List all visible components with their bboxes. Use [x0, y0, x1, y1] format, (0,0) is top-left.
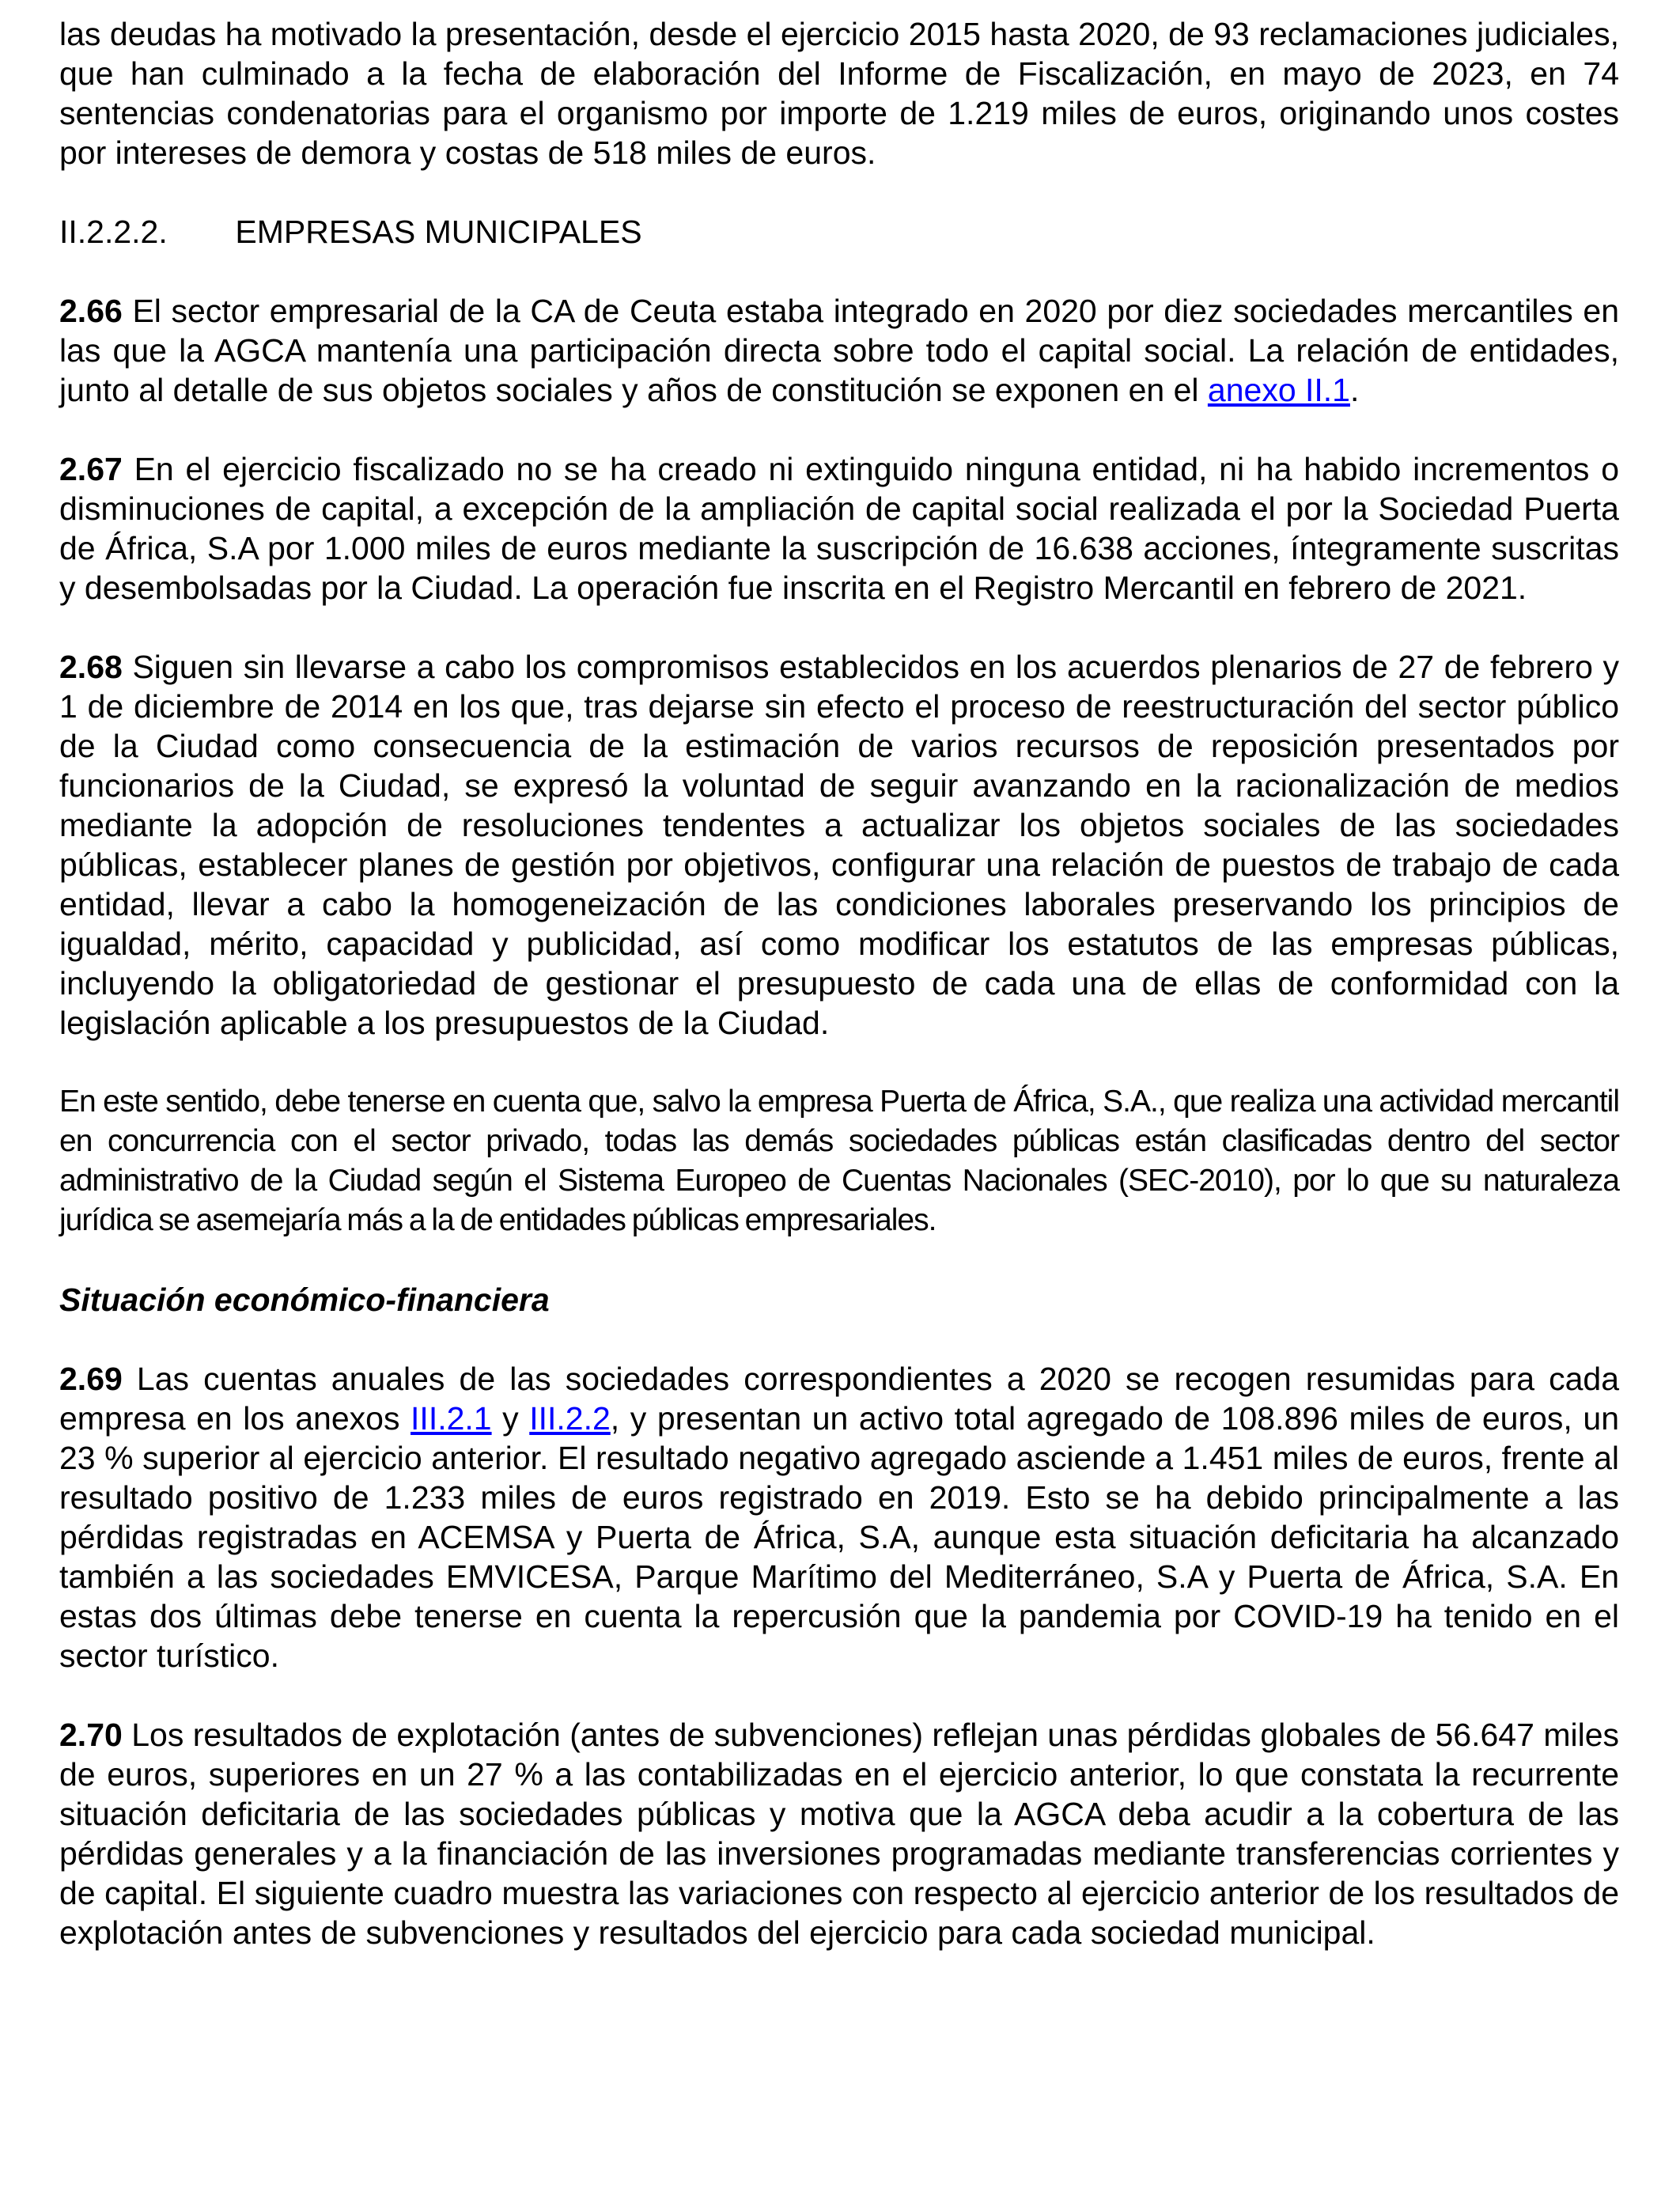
paragraph-intro	[59, 14, 1619, 172]
paragraph-2-68-text: Siguen sin llevarse a cabo los compromisos establecidos en los acuerdos plenarios de 27 de febrero y 1 de diciembre de 2014 en los que, tras dejarse sin efecto el proceso de reestructuración del sector público de la Ciudad como consecuencia de la estimación de varios recursos de reposición presentados por funcionarios de la Ciudad, se expresó la voluntad de seguir avanzando en la racionalización de medios mediante la adopción de resoluciones tendentes a actualizar los objetos sociales de las sociedades públicas, establecer planes de gestión por objetivos, configurar una relación de puestos de trabajo de cada entidad, llevar a cabo la homogeneización de las condiciones laborales preservando los principios de igualdad, mérito, capacidad y publicidad, así como modificar los estatutos de las empresas públicas, incluyendo la obligatoriedad de gestionar el presupuesto de cada una de ellas de conformidad con la legislación aplicable a los presupuestos de la Ciudad.	[59, 649, 1619, 1041]
link-anexo-II-1[interactable]: anexo II.1	[1207, 372, 1350, 408]
paragraph-2-70-text: Los resultados de explotación (antes de subvenciones) reflejan unas pérdidas globales de 56.647 miles de euros, superiores en un 27 % a las contabilizadas en el ejercicio anterior, lo que constata la recurrente situación deficitaria de las sociedades públicas y motiva que la AGCA deba acudir a la cobertura de las pérdidas generales y a la financiación de las inversiones programadas mediante transferencias corrientes y de capital. El siguiente cuadro muestra las variaciones con respecto al ejercicio anterior de los resultados de explotación antes de subvenciones y resultados del ejercicio para cada sociedad municipal.	[59, 1717, 1619, 1951]
link-anexo-III-2-2[interactable]: III.2.2	[529, 1400, 611, 1437]
paragraph-number-2-67: 2.67	[59, 451, 123, 487]
paragraph-number-2-69: 2.69	[59, 1361, 123, 1397]
paragraph-2-70	[59, 1715, 1619, 1952]
paragraph-number-2-70: 2.70	[59, 1717, 123, 1753]
subsection-heading-title: Situación económico-financiera	[59, 1282, 550, 1318]
paragraph-intro-text: las deudas ha motivado la presentación, desde el ejercicio 2015 hasta 2020, de 93 reclamaciones judiciales, que han culminado a la fecha de elaboración del Informe de Fiscalización, en mayo de 2023, en 74 sentencias condenatorias para el organismo por importe de 1.219 miles de euros, originando unos costes por intereses de demora y costas de 518 miles de euros.	[59, 16, 1619, 171]
section-heading	[59, 212, 1619, 252]
paragraph-2-69-text-2: y	[491, 1400, 530, 1437]
paragraph-en-este-sentido	[59, 1082, 1619, 1240]
paragraph-2-67	[59, 449, 1619, 608]
subsection-heading-situacion	[59, 1280, 1619, 1319]
paragraph-2-69	[59, 1359, 1619, 1675]
paragraph-2-66-text-end: .	[1349, 372, 1360, 408]
paragraph-number-2-68: 2.68	[59, 649, 123, 685]
paragraph-en-este-sentido-text: En este sentido, debe tenerse en cuenta que, salvo la empresa Puerta de África, S.A., que realiza una actividad mercantil en concurrencia con el sector privado, todas las demás sociedades públicas están clasificadas dentro del sector administrativo de la Ciudad según el Sistema Europeo de Cuentas Nacionales (SEC-2010), por lo que su naturaleza jurídica se asemejaría más a la de entidades públicas empresariales.	[59, 1085, 1619, 1237]
paragraph-2-69-text-1: Las cuentas anuales de las sociedades correspondientes a 2020 se recogen resumidas para cada empresa en los anexos	[59, 1361, 1619, 1437]
section-heading-title: EMPRESAS MUNICIPALES	[235, 214, 642, 250]
paragraph-2-68	[59, 647, 1619, 1043]
link-anexo-III-2-1[interactable]: III.2.1	[411, 1400, 492, 1437]
paragraph-2-66	[59, 291, 1619, 410]
section-heading-number: II.2.2.2.	[59, 214, 168, 250]
paragraph-number-2-66: 2.66	[59, 293, 123, 329]
paragraph-2-66-text: El sector empresarial de la CA de Ceuta estaba integrado en 2020 por diez sociedades mercantiles en las que la AGCA mantenía una participación directa sobre todo el capital social. La relación de entidades, junto al detalle de sus objetos sociales y años de constitución se exponen en el	[59, 293, 1619, 408]
paragraph-2-69-text-3: , y presentan un activo total agregado de 108.896 miles de euros, un 23 % superior al ejercicio anterior. El resultado negativo agregado asciende a 1.451 miles de euros, frente al resultado positivo de 1.233 miles de euros registrado en 2019. Esto se ha debido principalmente a las pérdidas registradas en ACEMSA y Puerta de África, S.A, aunque esta situación deficitaria ha alcanzado también a las sociedades EMVICESA, Parque Marítimo del Mediterráneo, S.A y Puerta de África, S.A. En estas dos últimas debe tenerse en cuenta la repercusión que la pandemia por COVID-19 ha tenido en el sector turístico.	[59, 1400, 1619, 1674]
paragraph-2-67-text: En el ejercicio fiscalizado no se ha creado ni extinguido ninguna entidad, ni ha habido incrementos o disminuciones de capital, a excepción de la ampliación de capital social realizada el por la Sociedad Puerta de África, S.A por 1.000 miles de euros mediante la suscripción de 16.638 acciones, íntegramente suscritas y desembolsadas por la Ciudad. La operación fue inscrita en el Registro Mercantil en febrero de 2021.	[59, 451, 1619, 606]
